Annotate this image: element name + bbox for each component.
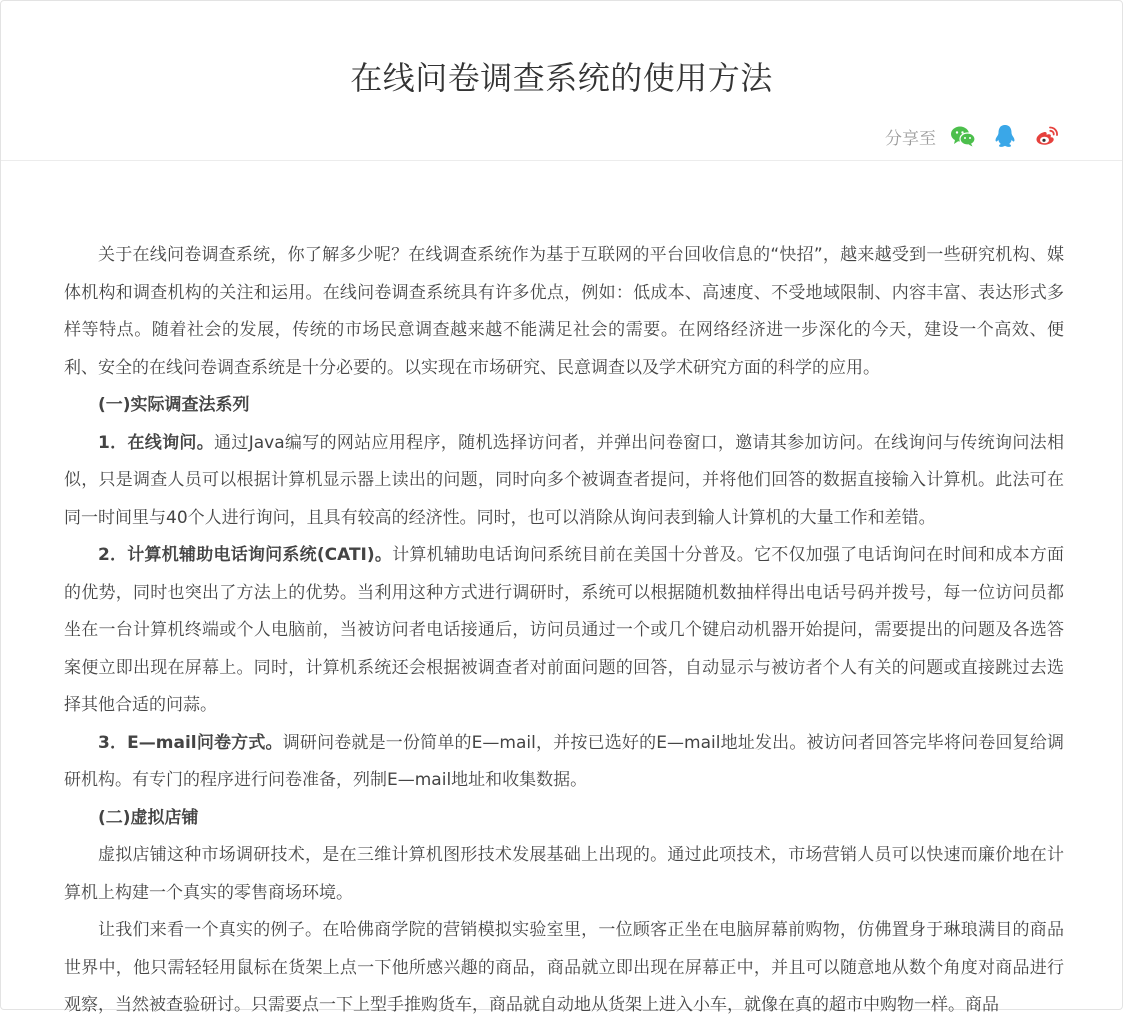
article-body bbox=[64, 237, 1064, 1025]
method-paragraph bbox=[64, 537, 1064, 725]
keyword-link[interactable]: 在线问卷调查系统 bbox=[322, 282, 461, 303]
intro-text-a: 关于 bbox=[98, 245, 133, 265]
body-paragraph: 虚拟店铺这种市场调研技术，是在三维计算机图形技术发展基础上出现的。通过此项技术，市场营销人员可以快速而廉价地在计算机上构建一个真实的零售商场环境。 bbox=[64, 845, 1064, 903]
keyword-link[interactable]: 在线问卷调查系统 bbox=[132, 245, 271, 265]
qq-icon[interactable] bbox=[992, 123, 1018, 149]
method-text: 通过Java编写的网站应用程序，随机选择访问者，并弹出问卷窗口，邀请其参加访问。在线询问与传统询问法相似，只是调查人员可以根据计算机显示器上读出的问题，同时向多个被调查者提问，并将他们回答的数据直接输入计算机。此法可在同一时间里与40个人进行询问，且具有较高的经济性。同时，也可以消除从询问表到输人计算机的大量工作和差错。 bbox=[64, 432, 1064, 528]
page-title: 在线问卷调查系统的使用方法 bbox=[350, 59, 773, 97]
share-label: 分享至 bbox=[885, 128, 936, 149]
weibo-icon[interactable] bbox=[1034, 123, 1060, 149]
share-bar bbox=[885, 121, 1060, 151]
intro-text-b: ，你了解多少呢？在线调查系统作为基于互联网的平台回收信息的“快招”，越来越受到一些研究机构、媒体机构和调查机构的关注和运用。 bbox=[64, 245, 1065, 303]
method-text: 计算机辅助电话询问系统目前在美国十分普及。它不仅加强了电话询问在时间和成本方面的优势，同时也突出了方法上的优势。当利用这种方式进行调研时，系统可以根据随机数抽样得出电话号码并拨号，每一位访问员都坐在一台计算机终端或个人电脑前，当被访问者电话接通后，访问员通过一个或几个键启动机器开始提问，需要提出的问题及各选答案便立即出现在屏幕上。同时，计算机系统还会根据被调查者对前面问题的回答，自动显示与被访者个人有关的问题或直接跳过去选择其他合适的问蒜。 bbox=[64, 545, 1064, 715]
section-heading-text: (一)实际调查法系列 bbox=[98, 395, 250, 415]
method-text: 调研问卷就是一份简单的E—mail，并按已选好的E—mail地址发出。被访问者回答完毕将问卷回复给调研机构。有专门的程序进行问卷准备，列制E—mail地址和收集数据。 bbox=[64, 732, 1064, 790]
article-header bbox=[1, 1, 1122, 161]
intro-text-c: 具有许多优点，例如：低成本、高速度、不受地域限制、内容丰富、表达形式多样等特点。随着社会的发展，传统的市场民意调查越来越不能满足社会的需要。在网络经济进一步深化的今天，建设一个高效、便利、安全的在线问卷调查系统是十分必要的。以实现在市场研究、民意调查以及学术研究方面的科学的应用。 bbox=[64, 282, 1065, 378]
body-paragraph: 让我们来看一个真实的例子。在哈佛商学院的营销模拟实验室里，一位顾客正坐在电脑屏幕前购物，仿佛置身于琳琅满目的商品世界中，他只需轻轻用鼠标在货架上点一下他所感兴趣的商品，商品就立即出现在屏幕正中，并且可以随意地从数个角度对商品进行观察，当然被查验研讨。只需要点一下上型手推购货车，商品就自动地从货架上进入小车，就像在真的超市中购物一样。商品 bbox=[64, 920, 1064, 1015]
method-paragraph bbox=[64, 425, 1064, 538]
section-heading-text: (二)虚拟店铺 bbox=[98, 807, 199, 828]
section-heading bbox=[64, 800, 1064, 838]
method-title: 2．计算机辅助电话询问系统(CATI)。 bbox=[98, 545, 393, 565]
method-paragraph bbox=[64, 725, 1064, 800]
intro-paragraph bbox=[64, 237, 1064, 387]
method-title: 1．在线询问。 bbox=[98, 432, 215, 453]
section-heading bbox=[64, 387, 1064, 425]
wechat-icon[interactable] bbox=[950, 123, 976, 149]
method-title: 3．E—mail问卷方式。 bbox=[98, 732, 283, 753]
